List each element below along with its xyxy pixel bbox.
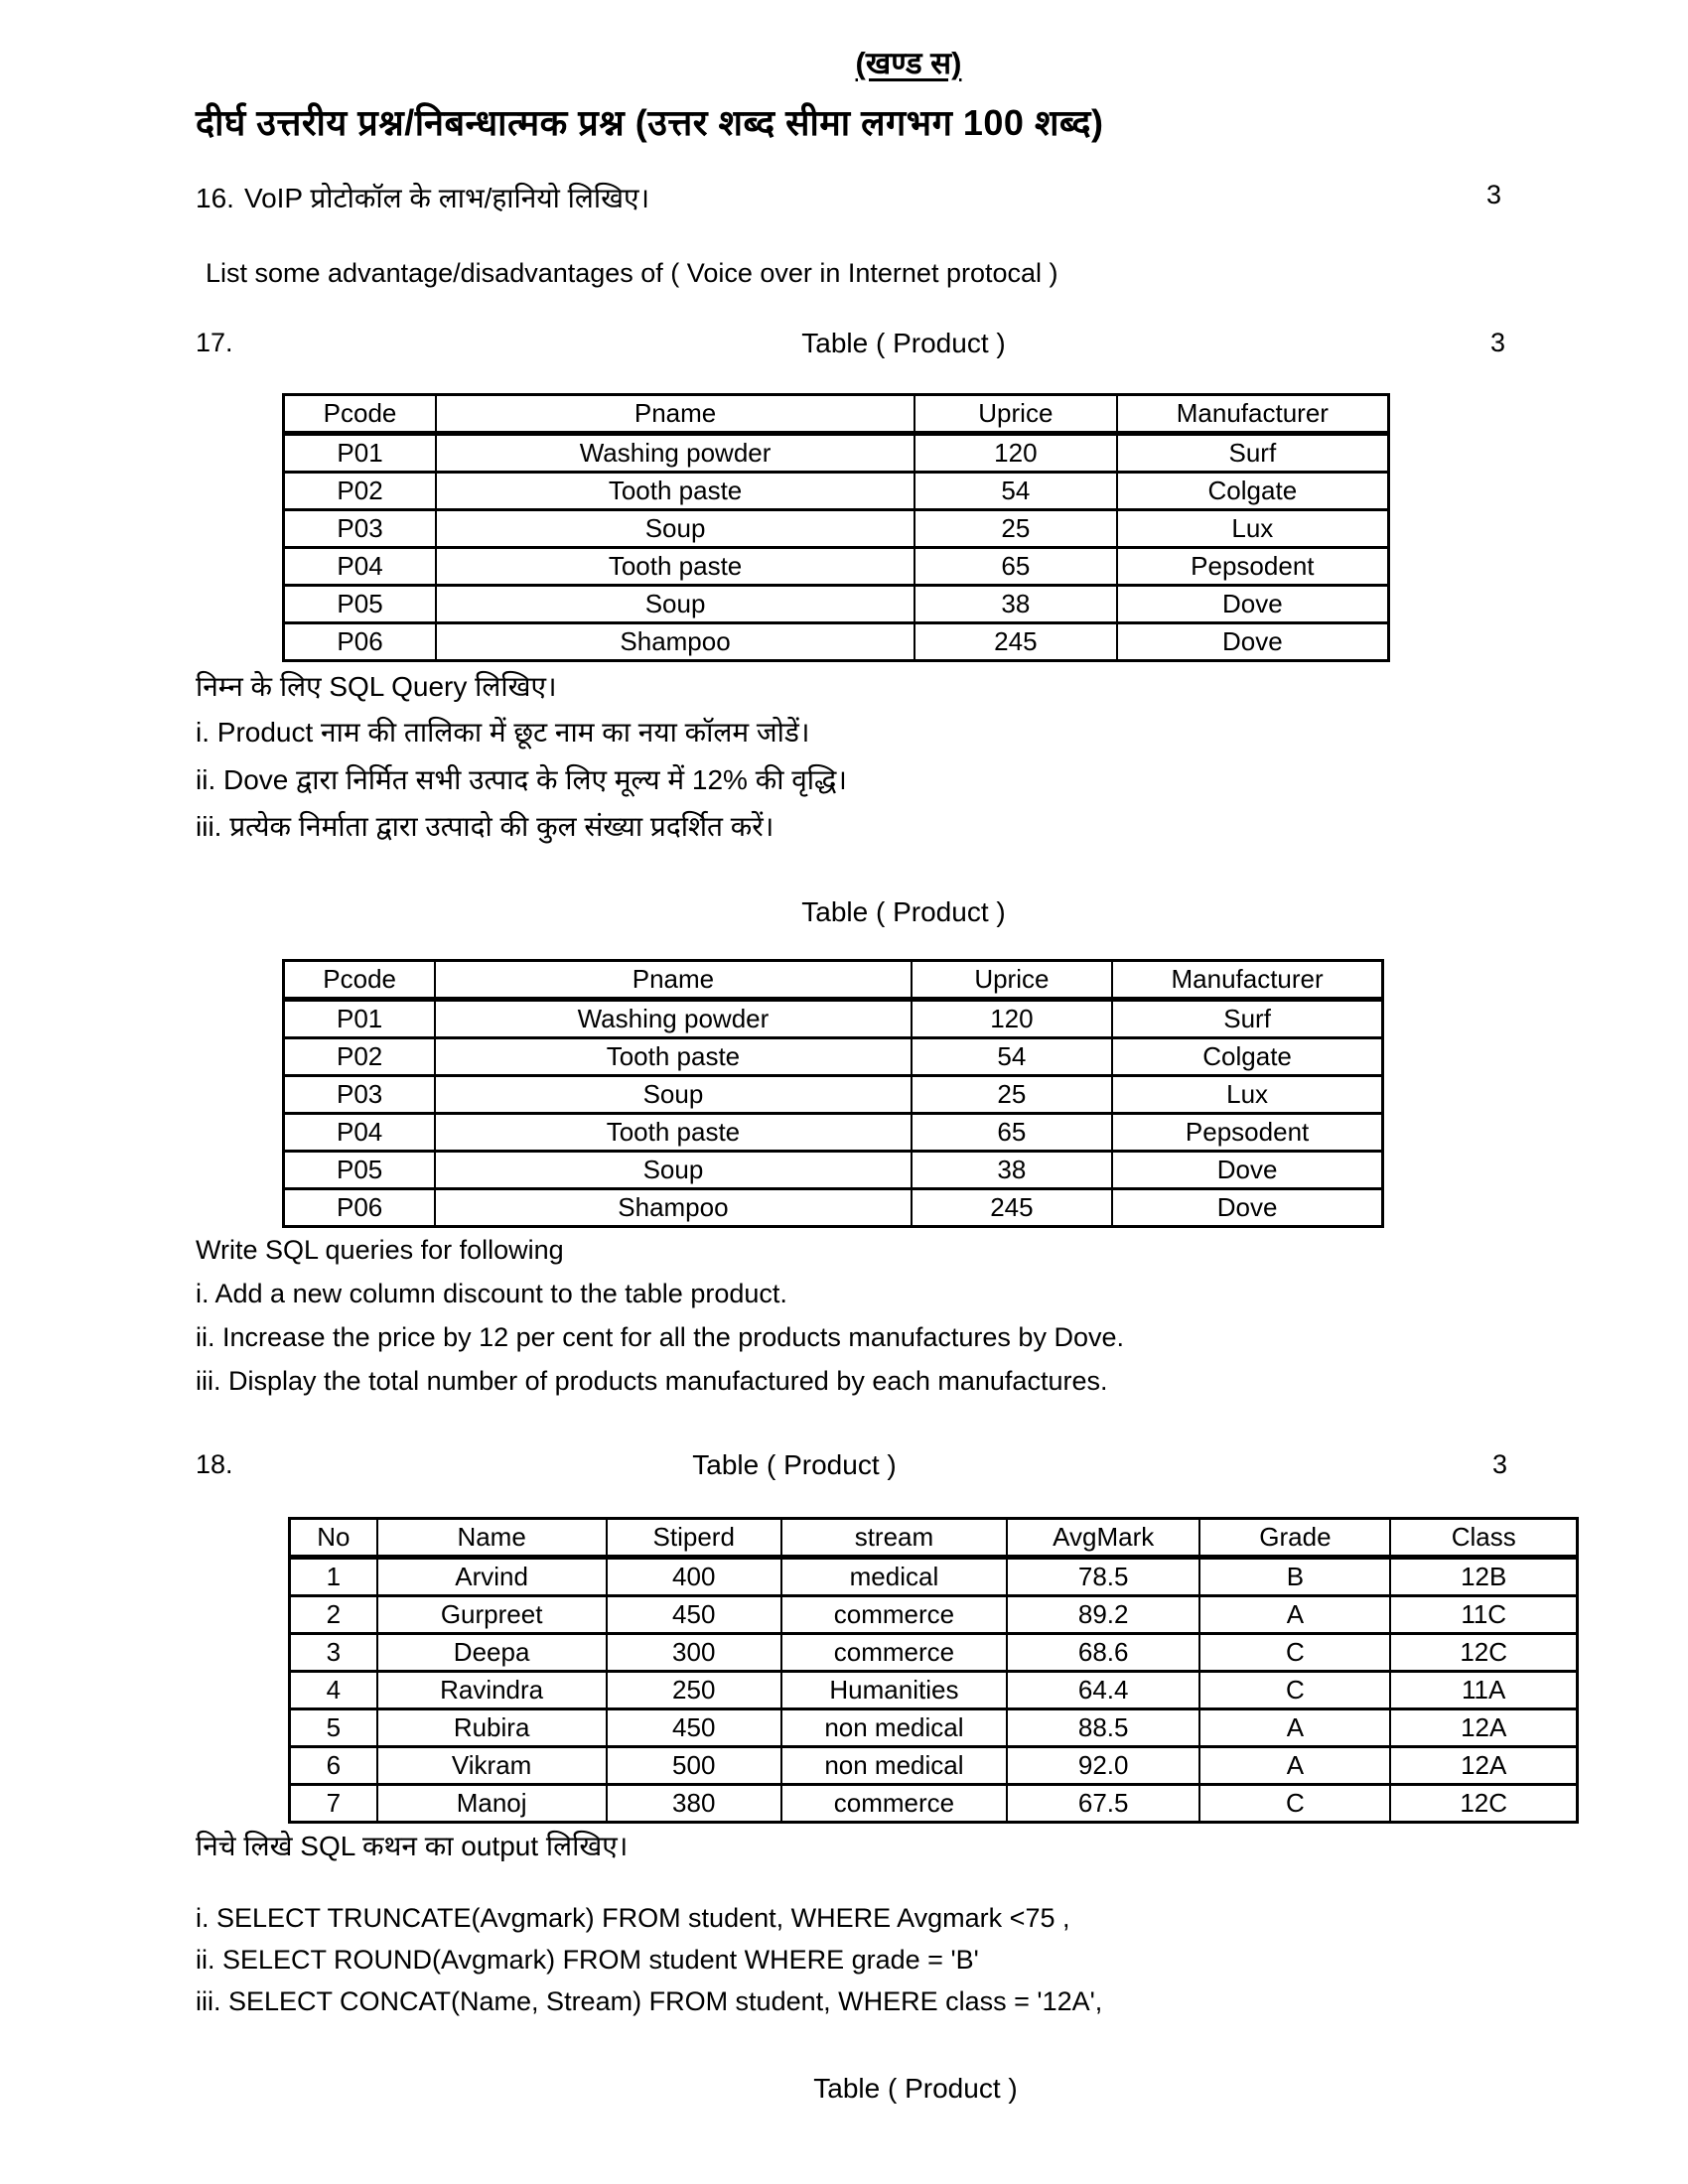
table-cell: 380 (607, 1785, 781, 1823)
question-17-marks: 3 (1490, 328, 1506, 357)
table-cell: Tooth paste (436, 548, 914, 586)
table-cell: non medical (781, 1709, 1007, 1747)
header-row (284, 395, 1389, 434)
table-cell: Surf (1117, 434, 1389, 473)
table-cell: C (1199, 1672, 1390, 1709)
table-cell: Washing powder (435, 1000, 911, 1038)
table-cell: Humanities (781, 1672, 1007, 1709)
column-header: Uprice (914, 395, 1117, 434)
table-row (284, 548, 1389, 586)
table-cell: 12C (1390, 1634, 1577, 1672)
table-cell: Pepsodent (1117, 548, 1389, 586)
table-row (284, 1114, 1383, 1152)
table-cell: C (1199, 1785, 1390, 1823)
table-cell: commerce (781, 1634, 1007, 1672)
table-cell: 7 (290, 1785, 377, 1823)
table-cell: Washing powder (436, 434, 914, 473)
table-cell: C (1199, 1634, 1390, 1672)
student-table (288, 1517, 1579, 1824)
column-header: Pcode (284, 961, 436, 1000)
product-table-1 (282, 393, 1390, 662)
question-16-text-hindi: VoIP प्रोटोकॉल के लाभ/हानियो लिखिए। (243, 183, 650, 213)
table-cell: Soup (435, 1076, 911, 1114)
table-cell: 400 (607, 1558, 781, 1596)
column-header: Pcode (284, 395, 437, 434)
table-cell: Tooth paste (435, 1038, 911, 1076)
question-17-table-title-2: Table ( Product ) (801, 896, 1006, 927)
table-cell: 11C (1390, 1596, 1577, 1634)
question-17-english-item-2: ii. Increase the price by 12 per cent for all the products manufactures by Dove. (196, 1322, 1124, 1352)
column-header: Grade (1199, 1519, 1390, 1558)
table-cell: 300 (607, 1634, 781, 1672)
table-cell: 4 (290, 1672, 377, 1709)
table-cell: P03 (284, 1076, 436, 1114)
table-cell: medical (781, 1558, 1007, 1596)
table-cell: 38 (912, 1152, 1113, 1189)
question-16-marks: 3 (1486, 180, 1502, 209)
table-row (290, 1747, 1578, 1785)
table-cell: 450 (607, 1709, 781, 1747)
table-cell: 54 (912, 1038, 1113, 1076)
table-cell: Surf (1112, 1000, 1382, 1038)
table-cell: Lux (1112, 1076, 1382, 1114)
table-cell: 5 (290, 1709, 377, 1747)
table-cell: 54 (914, 473, 1117, 510)
table-row (284, 1038, 1383, 1076)
table-row (284, 586, 1389, 623)
column-header: Pname (435, 961, 911, 1000)
question-16-line (196, 179, 649, 216)
table-cell: Soup (435, 1152, 911, 1189)
table-cell: A (1199, 1747, 1390, 1785)
table-row (290, 1596, 1578, 1634)
table-cell: P05 (284, 1152, 436, 1189)
table-cell: Colgate (1112, 1038, 1382, 1076)
table-cell: Arvind (377, 1558, 607, 1596)
table-cell: 89.2 (1007, 1596, 1200, 1634)
table-cell: 25 (912, 1076, 1113, 1114)
table-cell: Dove (1112, 1189, 1382, 1227)
table-row (284, 1152, 1383, 1189)
table-cell: 1 (290, 1558, 377, 1596)
table-cell: 12A (1390, 1747, 1577, 1785)
table-cell: 245 (912, 1189, 1113, 1227)
question-17-english-item-1: i. Add a new column discount to the table product. (196, 1279, 787, 1308)
table-cell: 120 (914, 434, 1117, 473)
table-cell: Rubira (377, 1709, 607, 1747)
table-cell: commerce (781, 1785, 1007, 1823)
table-row (290, 1785, 1578, 1823)
table-cell: 12B (1390, 1558, 1577, 1596)
table-cell: Dove (1117, 586, 1389, 623)
question-18-table-title: Table ( Product ) (692, 1449, 897, 1480)
header-row (290, 1519, 1578, 1558)
table-cell: A (1199, 1596, 1390, 1634)
question-18-bottom-table-title: Table ( Product ) (813, 2073, 1018, 2104)
table-cell: P06 (284, 1189, 436, 1227)
table-cell: Vikram (377, 1747, 607, 1785)
table-cell: Shampoo (436, 623, 914, 661)
table-cell: 250 (607, 1672, 781, 1709)
table-cell: A (1199, 1709, 1390, 1747)
table-cell: Gurpreet (377, 1596, 607, 1634)
product-table-2 (282, 959, 1384, 1228)
table-cell: 65 (912, 1114, 1113, 1152)
table-cell: 67.5 (1007, 1785, 1200, 1823)
table-cell: 11A (1390, 1672, 1577, 1709)
table-cell: P06 (284, 623, 437, 661)
table-cell: Colgate (1117, 473, 1389, 510)
header-row (284, 961, 1383, 1000)
column-header: Uprice (912, 961, 1113, 1000)
table-cell: P02 (284, 1038, 436, 1076)
table-cell: B (1199, 1558, 1390, 1596)
table-cell: 12A (1390, 1709, 1577, 1747)
table-cell: Dove (1112, 1152, 1382, 1189)
question-17-hindi-item-1: i. Product नाम की तालिका में छूट नाम का नया कॉलम जोडें। (196, 717, 810, 748)
table-cell: 2 (290, 1596, 377, 1634)
column-header: AvgMark (1007, 1519, 1200, 1558)
question-17-table-title: Table ( Product ) (801, 328, 1006, 358)
table-cell: Manoj (377, 1785, 607, 1823)
table-cell: P02 (284, 473, 437, 510)
table-cell: Tooth paste (436, 473, 914, 510)
table-cell: P03 (284, 510, 437, 548)
table-cell: P01 (284, 434, 437, 473)
question-17-english-intro: Write SQL queries for following (196, 1235, 564, 1265)
table-cell: P01 (284, 1000, 436, 1038)
table-row (290, 1634, 1578, 1672)
table-cell: 6 (290, 1747, 377, 1785)
table-row (284, 623, 1389, 661)
table-cell: 25 (914, 510, 1117, 548)
column-header: Stiperd (607, 1519, 781, 1558)
question-18-number: 18. (196, 1449, 233, 1479)
column-header: Class (1390, 1519, 1577, 1558)
table-row (290, 1672, 1578, 1709)
question-17-hindi-item-2: ii. Dove द्वारा निर्मित सभी उत्पाद के लिए मूल्य में 12% की वृद्धि। (196, 764, 848, 795)
table-row (290, 1709, 1578, 1747)
question-17-number: 17. (196, 328, 233, 357)
table-row (284, 473, 1389, 510)
column-header: stream (781, 1519, 1007, 1558)
column-header: No (290, 1519, 377, 1558)
table-cell: 65 (914, 548, 1117, 586)
table-cell: P04 (284, 1114, 436, 1152)
table-row (284, 1076, 1383, 1114)
question-18-sql-item-2: ii. SELECT ROUND(Avgmark) FROM student WHERE grade = 'B' (196, 1945, 979, 1975)
table-cell: 78.5 (1007, 1558, 1200, 1596)
table-cell: 120 (912, 1000, 1113, 1038)
table-row (284, 510, 1389, 548)
table-cell: 92.0 (1007, 1747, 1200, 1785)
question-16-text-english: List some advantage/disadvantages of ( Voice over in Internet protocal ) (206, 258, 1058, 288)
table-cell: Deepa (377, 1634, 607, 1672)
table-cell: 38 (914, 586, 1117, 623)
question-17-hindi-item-3: iii. प्रत्येक निर्माता द्वारा उत्पादो की कुल संख्या प्रदर्शित करें। (196, 811, 774, 842)
table-cell: commerce (781, 1596, 1007, 1634)
table-cell: P04 (284, 548, 437, 586)
table-cell: 450 (607, 1596, 781, 1634)
question-16-number: 16. (196, 183, 234, 213)
column-header: Manufacturer (1117, 395, 1389, 434)
question-18-sql-item-3: iii. SELECT CONCAT(Name, Stream) FROM student, WHERE class = '12A', (196, 1986, 1103, 2016)
table-cell: 88.5 (1007, 1709, 1200, 1747)
column-header: Pname (436, 395, 914, 434)
question-18-marks: 3 (1492, 1449, 1508, 1479)
table-cell: 64.4 (1007, 1672, 1200, 1709)
page-title: दीर्घ उत्तरीय प्रश्न/निबन्धात्मक प्रश्न (उत्तर शब्द सीमा लगभग 100 शब्द) (196, 102, 1104, 143)
table-cell: 500 (607, 1747, 781, 1785)
table-cell: Ravindra (377, 1672, 607, 1709)
table-cell: 12C (1390, 1785, 1577, 1823)
column-header: Name (377, 1519, 607, 1558)
table-cell: Shampoo (435, 1189, 911, 1227)
table-row (284, 1189, 1383, 1227)
table-row (284, 434, 1389, 473)
table-row (290, 1558, 1578, 1596)
column-header: Manufacturer (1112, 961, 1382, 1000)
table-cell: Lux (1117, 510, 1389, 548)
table-cell: non medical (781, 1747, 1007, 1785)
table-cell: Soup (436, 586, 914, 623)
table-cell: 245 (914, 623, 1117, 661)
section-header: (खण्ड स) (855, 46, 962, 80)
table-cell: Tooth paste (435, 1114, 911, 1152)
table-cell: P05 (284, 586, 437, 623)
table-cell: 3 (290, 1634, 377, 1672)
question-18-hindi-intro: निचे लिखे SQL कथन का output लिखिए। (196, 1831, 629, 1861)
question-17-english-item-3: iii. Display the total number of products manufactured by each manufactures. (196, 1366, 1108, 1396)
table-cell: Pepsodent (1112, 1114, 1382, 1152)
table-row (284, 1000, 1383, 1038)
table-cell: Dove (1117, 623, 1389, 661)
table-cell: Soup (436, 510, 914, 548)
question-17-hindi-intro: निम्न के लिए SQL Query लिखिए। (196, 671, 557, 702)
question-18-sql-item-1: i. SELECT TRUNCATE(Avgmark) FROM student, WHERE Avgmark <75 , (196, 1903, 1070, 1933)
table-cell: 68.6 (1007, 1634, 1200, 1672)
